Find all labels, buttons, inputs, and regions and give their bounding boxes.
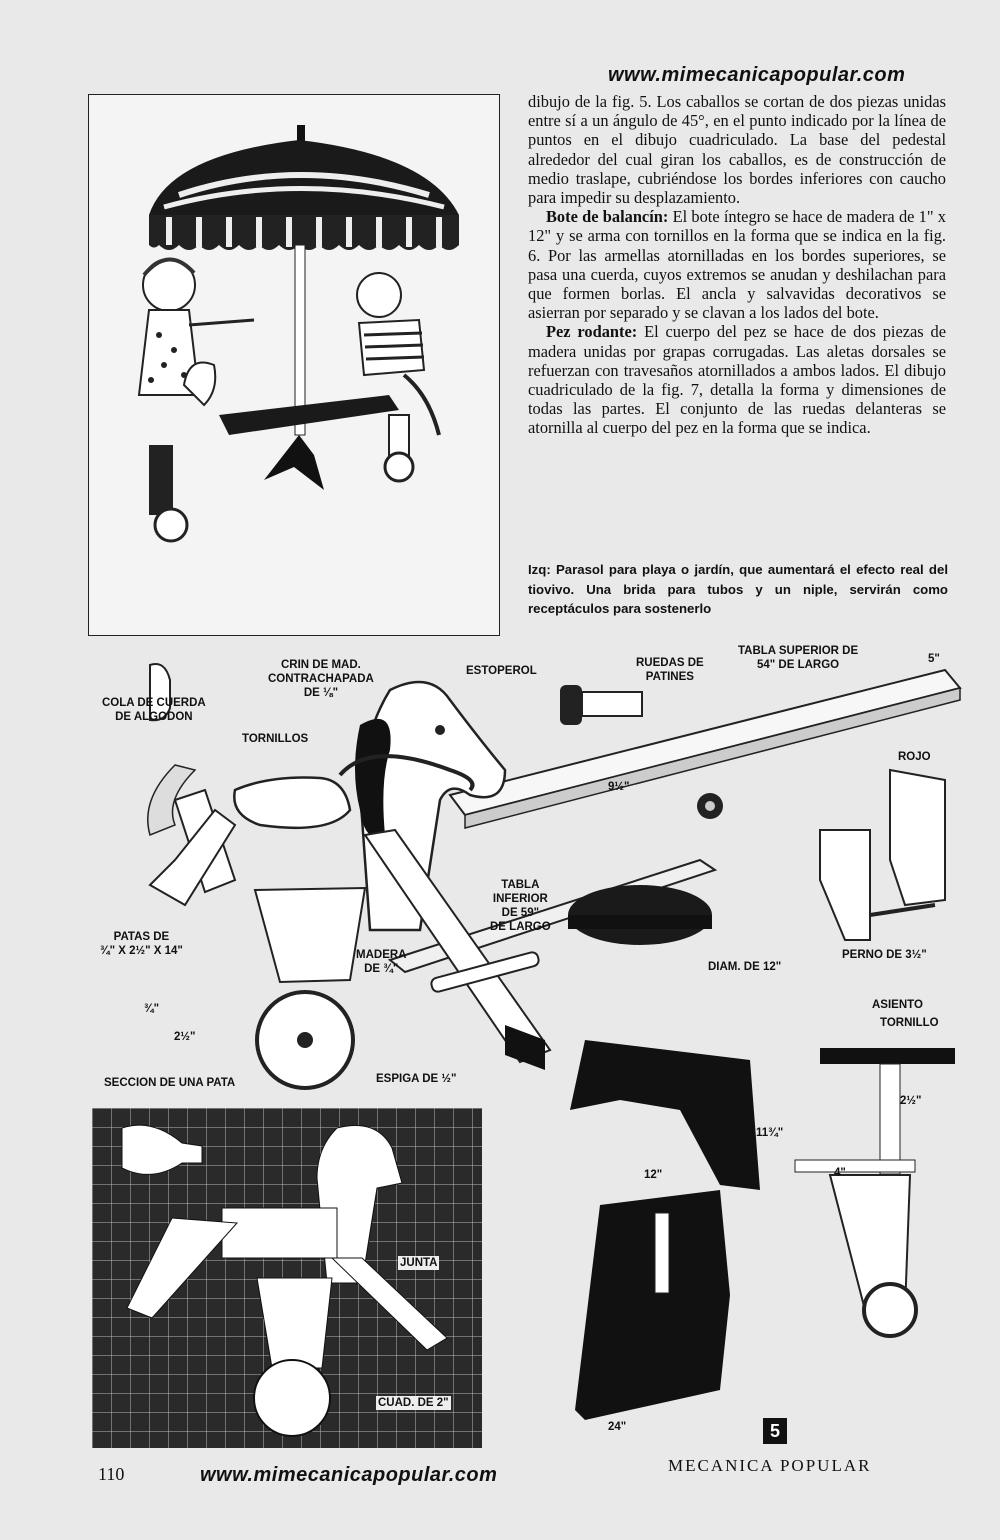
label-junta: JUNTA: [400, 1257, 438, 1269]
label-ruedas: RUEDAS DE PATINES: [636, 657, 704, 683]
pez-heading: Pez rodante:: [546, 322, 638, 342]
label-dim-12: 12": [644, 1169, 663, 1181]
label-estoperol: ESTOPEROL: [466, 665, 537, 677]
label-espiga: ESPIGA DE ½": [376, 1073, 457, 1085]
label-dim-212: 2½": [174, 1031, 196, 1043]
label-tornillos: TORNILLOS: [242, 733, 309, 745]
label-rojo: ROJO: [898, 751, 931, 763]
bote-body: El bote íntegro se hace de madera de 1" x 12" y se arma con tornillos en la forma que se indica en la fig. 6. Por las armellas atornilladas en los bordes superiores, se pasa una cuerda, cuyos extremos se anudan y deshilachan para que formen borlas. El ancla y salvavidas decorativos se asierran por separado y se clavan a los lados del bote.: [528, 207, 946, 323]
magazine-name: MECANICA POPULAR: [668, 1456, 872, 1475]
label-tabla-superior: TABLA SUPERIOR DE 54" DE LARGO: [738, 645, 859, 671]
label-madera: MADERA DE ¾": [356, 949, 407, 975]
label-perno: PERNO DE 3½": [842, 949, 927, 961]
label-diametro: DIAM. DE 12": [708, 961, 782, 973]
header-watermark-url: www.mimecanicapopular.com: [608, 64, 906, 86]
label-cuadricula: CUAD. DE 2": [378, 1397, 449, 1409]
article-paragraph-1: dibujo de la fig. 5. Los caballos se cortan de dos piezas unidas entre sí a un ángulo de 45°, en el punto indicado por la línea de puntos en el dibujo cuadriculado. La base del pedestal alrededor del cual giran los caballos, es de construcción de medio traslape, cubriéndose los bordes inferiores con caucho para impedir su desplazamiento.: [528, 92, 946, 208]
figure-number: 5: [763, 1418, 787, 1444]
label-dim-34: ¾": [144, 1003, 160, 1015]
parasol-illustration: [88, 94, 500, 636]
label-asiento: ASIENTO: [872, 999, 923, 1011]
article-paragraph-3: [528, 322, 946, 437]
article-paragraph-2: [528, 207, 946, 322]
label-tornillo: TORNILLO: [880, 1017, 939, 1029]
label-seccion: SECCION DE UNA PATA: [104, 1077, 236, 1089]
label-dim-9: 9½": [608, 781, 630, 793]
article-body: [528, 92, 946, 438]
bote-heading: Bote de balancín:: [546, 207, 669, 227]
label-dim-1134: 11¾": [756, 1127, 784, 1139]
pez-body: El cuerpo del pez se hace de dos piezas de madera unidas por grapas corrugadas. Las aletas dorsales se refuerzan con travesaños atornillados a ambos lados. El dibujo cuadriculado de la fig. 7, detalla la forma y dimensiones de todas las partes. El conjunto de las ruedas delanteras se atornilla al cuerpo del pez en la forma que se indica.: [528, 322, 947, 438]
label-tabla-inferior: TABLA INFERIOR DE 59" DE LARGO: [490, 879, 551, 933]
label-dim-212b: 2½": [900, 1095, 922, 1107]
label-dim-4: 4": [834, 1167, 846, 1179]
label-dim-24: 24": [608, 1421, 627, 1433]
footer-watermark-url: www.mimecanicapopular.com: [200, 1464, 498, 1486]
horse-seesaw-diagram: [0, 630, 1000, 1450]
parasol-carousel-drawing: [89, 95, 499, 635]
label-patas: PATAS DE ¾" X 2½" X 14": [100, 931, 183, 957]
label-dim-5: 5": [928, 653, 940, 665]
label-cola: COLA DE CUERDA DE ALGODON: [102, 697, 206, 723]
page-number: 110: [98, 1464, 125, 1484]
figure-caption: Izq: Parasol para playa o jardín, que aumentará el efecto real del tiovivo. Una brida para tubos y un niple, servirán como receptáculos para sostenerlo: [528, 562, 948, 616]
label-crin: CRIN DE MAD. CONTRACHAPADA DE ⅛": [268, 659, 374, 699]
